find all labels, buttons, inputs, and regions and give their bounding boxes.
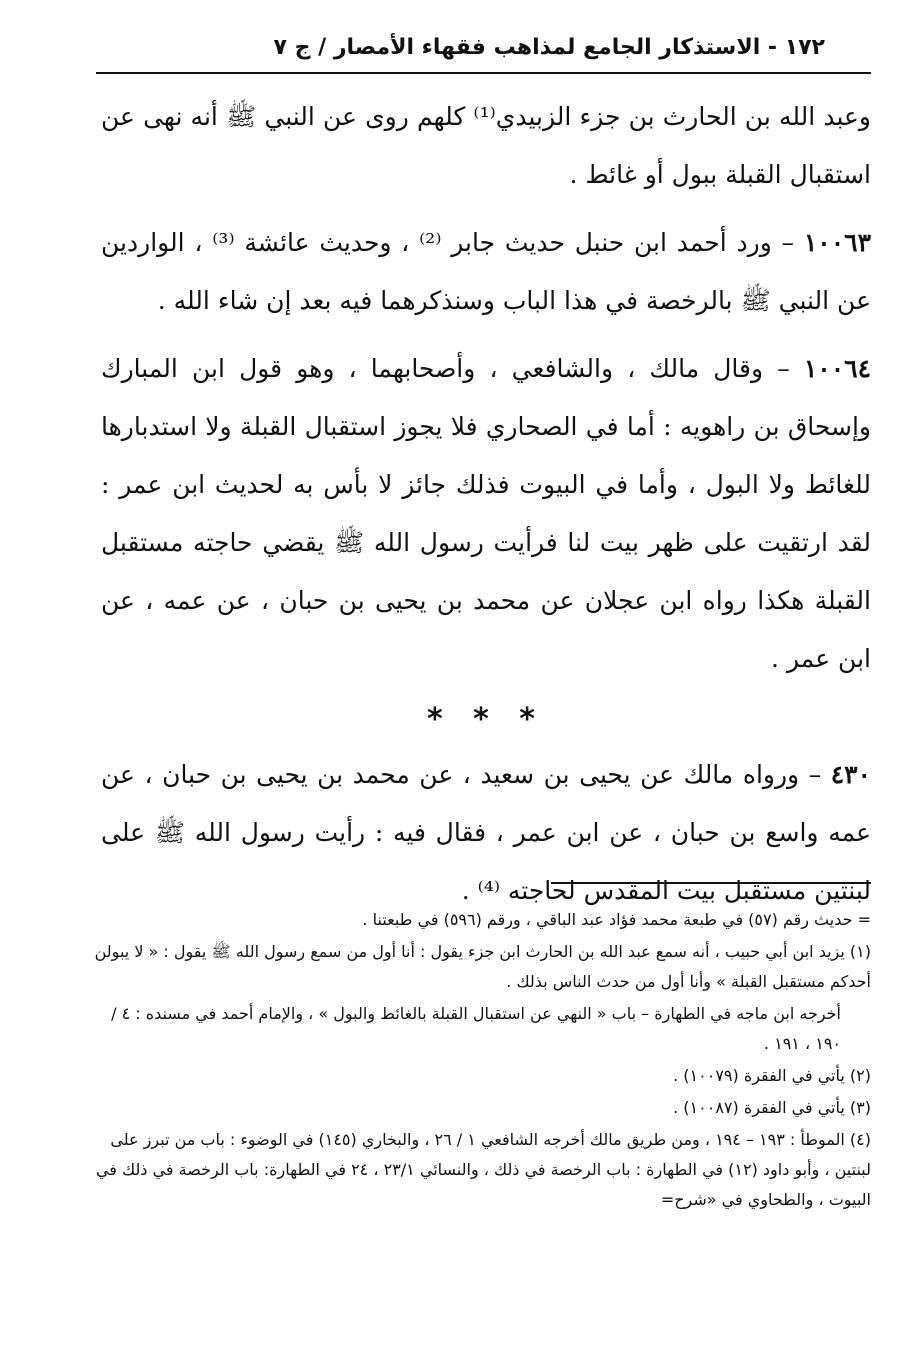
paragraph-text: – ورواه مالك عن يحيى بن سعيد ، عن محمد بن يحيى بن حبان ، عن عمه واسع بن حبان ، عن ابن عمر ، فقال فيه : رأيت رسول الله ﷺ على لبنتين مستقبل بيت المقدس لحاجته ⁽⁴⁾ . (101, 760, 871, 905)
paragraph-1: وعبد الله بن الحارث بن جزء الزبيدي⁽¹⁾ كلهم روى عن النبي ﷺ أنه نهى عن استقبال القبلة ببول أو غائط . (101, 102, 871, 189)
footnote-1: (١) يزيد ابن أبي حبيب ، أنه سمع عبد الله بن الحارث ابن جزء يقول : أنا أول من سمع رسول الله ﷺ يقول : « لا يبولن أحدكم مستقبل القبلة » وأنا أول من حدث الناس بذلك . (94, 942, 871, 991)
paragraph-10064 (101, 340, 871, 688)
footnote-4: (٤) الموطأ : ١٩٣ – ١٩٤ ، ومن طريق مالك أخرجه الشافعي ١ / ٢٦ ، والبخاري (١٤٥) في الوضوء : باب من تبرز على لبنتين ، وأبو داود (١٢) في الطهارة : باب الرخصة في ذلك ، والنسائي ٢٣/١ ، ٢٤ في الطهارة: باب الرخصة في ذلك في البيوت ، والطحاوي في «شرح= (95, 1130, 871, 1209)
paragraph-text: – وقال مالك ، والشافعي ، وأصحابهما ، وهو قول ابن المبارك وإسحاق بن راهويه : أما في الصحاري فلا يجوز استقبال القبلة ولا استدبارها للغائط ولا البول ، وأما في البيوت فذلك جائز لا بأس به لحديث ابن عمر : لقد ارتقيت على ظهر بيت لنا فرأيت رسول الله ﷺ يقضي حاجته مستقبل القبلة هكذا رواه ابن عجلان عن محمد بن يحيى بن حبان ، عن عمه ، عن ابن عمر . (101, 354, 871, 673)
paragraph-number: ٤٣٠ (830, 760, 871, 789)
section-divider: * * * (427, 702, 545, 737)
paragraph-430 (101, 746, 871, 920)
footnote-3: (٣) يأتي في الفقرة (١٠٠٨٧) . (673, 1098, 871, 1117)
footnote-rule (551, 882, 871, 884)
header-rule (96, 72, 871, 74)
paragraph-text: – ورد أحمد ابن حنبل حديث جابر ⁽²⁾ ، وحديث عائشة ⁽³⁾ ، الواردين عن النبي ﷺ بالرخصة في هذا الباب وسنذكرهما فيه بعد إن شاء الله . (101, 228, 871, 315)
paragraph-10063 (101, 214, 871, 330)
footnote-2: (٢) يأتي في الفقرة (١٠٠٧٩) . (673, 1066, 871, 1085)
footnote-continuation: = حديث رقم (٥٧) في طبعة محمد فؤاد عبد الباقي ، ورقم (٥٩٦) في طبعتنا . (362, 910, 871, 929)
footnotes (91, 905, 871, 1217)
footnote-1-source: أخرجه ابن ماجه في الطهارة – باب « النهي عن استقبال القبلة بالغائط والبول » ، والإمام أحمد في مسنده : ٤ / ١٩٠ ، ١٩١ . (111, 1004, 841, 1053)
paragraph-number: ١٠٠٦٤ (803, 354, 871, 383)
paragraph-number: ١٠٠٦٣ (803, 228, 871, 257)
running-header: ١٧٢ - الاستذكار الجامع لمذاهب فقهاء الأمصار / ج ٧ (273, 35, 825, 60)
main-text (101, 88, 871, 930)
